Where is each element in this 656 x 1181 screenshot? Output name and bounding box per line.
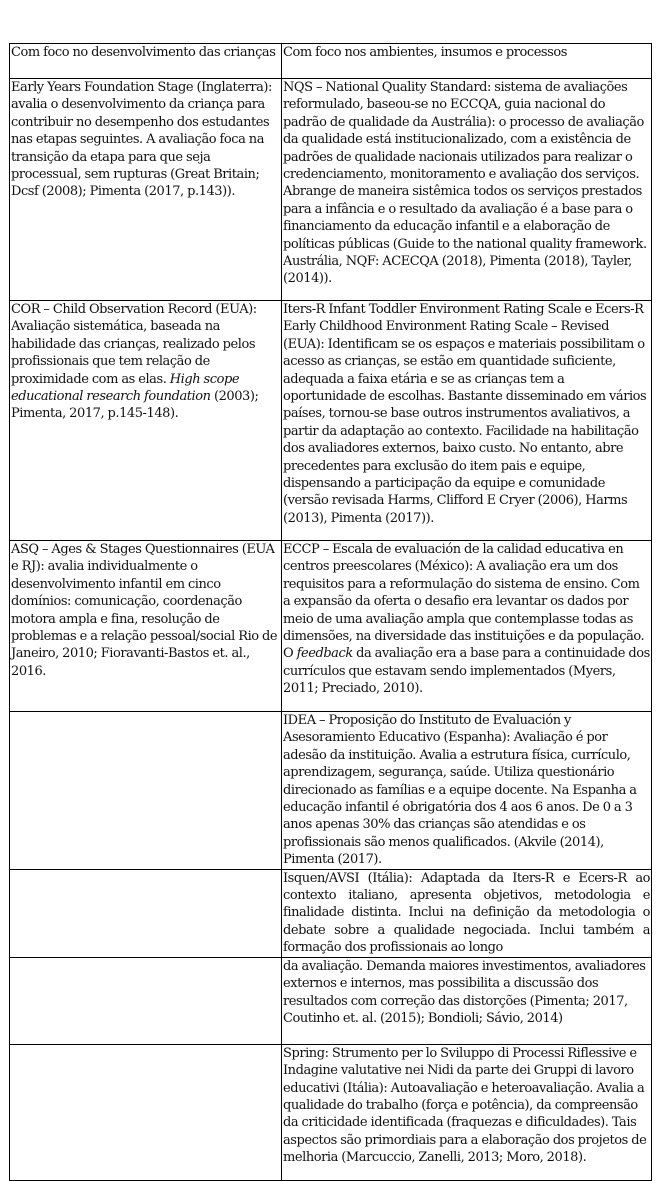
row-2-left-text-italic: High scope educational research foundation bbox=[11, 371, 240, 405]
row-6-right-cell bbox=[282, 957, 652, 1044]
table-row bbox=[10, 957, 652, 1044]
row-3-left-cell bbox=[10, 541, 282, 712]
row-2-left-text-b: (2003); Pimenta, 2017, p.145-148). bbox=[11, 389, 259, 422]
row-2-right-cell bbox=[282, 301, 652, 541]
row-2-left-cell bbox=[10, 301, 282, 541]
row-3-right-text-a: ECCP – Escala de evaluación de la calidad educativa en centros preescolares (México): A avaliação era um dos requisitos para a reformulação do sistema de ensino. Com a expansão da oferta o desafio era levantar os dados por meio de uma avaliação ampla que contemplasse todas as dimensões, na diversidade das instituições e da população. O bbox=[283, 542, 645, 662]
header-left-cell bbox=[10, 44, 282, 79]
row-5-right-text: Isquen/AVSI (Itália): Adaptada da Iters-R e Ecers-R ao contexto italiano, apresenta objetivos, metodologia e finalidade distinta. Inclui na definição da metodologia o debate sobre a qualidade negociada. Inclui também a formação dos profissionais ao longo bbox=[283, 870, 650, 956]
row-7-right-cell bbox=[282, 1044, 652, 1180]
row-1-right-text: NQS – National Quality Standard: sistema de avaliações reformulado, baseou-se no ECCQA, guia nacional do padrão de qualidade da Austrália): o processo de avaliação da qualidade está institucionalizado, com a existência de padrões de qualidade nacionais utilizados para realizar o credenciamento, monitoramento e avaliação dos serviços. Abrange de maneira sistêmica todos os serviços prestados para a infância e o resultado da avaliação é a base para o financiamento da educação infantil e a elaboração de políticas públicas (Guide to the national quality framework. Austrália, NQF: ACECQA (2018), Pimenta (2018), Tayler, (2014)). bbox=[283, 80, 647, 287]
row-2-left-text-a: COR – Child Observation Record (EUA): Avaliação sistemática, baseada na habilidade das crianças, realizado pelos profissionais que tem relação de proximidade com as elas. bbox=[11, 302, 257, 387]
table-header-row bbox=[10, 44, 652, 79]
row-1-right-cell bbox=[282, 79, 652, 301]
table-row bbox=[10, 301, 652, 541]
row-6-right-text: da avaliação. Demanda maiores investimentos, avaliadores externos e internos, mas possibilita a discussão dos resultados com correção das distorções (Pimenta; 2017, Coutinho et. al. (2015); Bondioli; Sávio, 2014) bbox=[283, 958, 646, 1026]
row-3-right-cell bbox=[282, 541, 652, 712]
table-row bbox=[10, 869, 652, 957]
row-5-right-cell bbox=[282, 869, 652, 957]
header-left-text: Com foco no desenvolvimento das crianças bbox=[11, 45, 276, 60]
table-row bbox=[10, 79, 652, 301]
header-right-cell bbox=[282, 44, 652, 79]
row-4-right-text: IDEA – Proposição do Instituto de Evaluación y Asesoramiento Educativo (Espanha): Avaliação é por adesão da instituição. Avalia a estrutura física, currículo, aprendizagem, segurança, saúde. Utiliza questionário direcionado as famílias e a equipe docente. Na Espanha a educação infantil é obrigatória dos 4 aos 6 anos. De 0 a 3 anos apenas 30% das crianças são atendidas e os profissionais são menos qualificados. (Akvile (2014), Pimenta (2017). bbox=[283, 713, 637, 868]
row-6-left-cell bbox=[10, 957, 282, 1044]
row-4-left-cell bbox=[10, 712, 282, 870]
row-7-left-cell bbox=[10, 1044, 282, 1180]
row-5-left-cell bbox=[10, 869, 282, 957]
table-row bbox=[10, 712, 652, 870]
header-right-text: Com foco nos ambientes, insumos e processos bbox=[283, 45, 567, 60]
comparison-table bbox=[9, 43, 652, 1181]
row-3-right-text-italic: feedback bbox=[296, 646, 353, 662]
row-1-left-cell bbox=[10, 79, 282, 301]
table-row bbox=[10, 1044, 652, 1180]
row-3-left-text: ASQ – Ages & Stages Questionnaires (EUA e RJ): avalia individualmente o desenvolvimento infantil em cinco domínios: comunicação, coordenação motora ampla e fina, resolução de problemas e a relação pessoal/social Rio de Janeiro, 2010; Fioravanti-Bastos et. al., 2016. bbox=[11, 542, 278, 679]
row-2-right-text: Iters-R Infant Toddler Environment Rating Scale e Ecers-R Early Childhood Environment Rating Scale – Revised (EUA): Identificam se os espaços e materiais possibilitam o acesso as crianças, se estão em quantidade suficiente, adequada a faixa etária e se as crianças tem a oportunidade de escolhas. Bastante disseminado em vários países, tornou-se base outros instrumentos avaliativos, a partir da adaptação ao contexto. Facilidade na habilitação dos avaliadores externos, baixo custo. No entanto, abre precedentes para exclusão do item pais e equipe, dispensando a participação da equipe e comunidade (versão revisada Harms, Clifford E Cryer (2006), Harms (2013), Pimenta (2017)). bbox=[283, 302, 647, 526]
row-4-right-cell bbox=[282, 712, 652, 870]
row-3-right-text-b: da avaliação era a base para a continuidade dos currículos que estavam sendo implementados (Myers, 2011; Preciado, 2010). bbox=[283, 646, 650, 697]
row-7-right-text: Spring: Strumento per lo Sviluppo di Processi Riflessive e Indagine valutative nei Nidi da parte dei Gruppi di lavoro educativi (Itália): Autoavaliação e heteroavaliação. Avalia a qualidade do trabalho (força e potência), da compreensão da criticidade identificada (fraquezas e dificuldades). Tais aspectos são primordiais para a elaboração dos projetos de melhoria (Marcuccio, Zanelli, 2013; Moro, 2018). bbox=[283, 1045, 647, 1166]
row-1-left-text: Early Years Foundation Stage (Inglaterra): avalia o desenvolvimento da criança para contribuir no desempenho dos estudantes nas etapas seguintes. A avaliação foca na transição da etapa para que seja processual, sem rupturas (Great Britain; Dcsf (2008); Pimenta (2017, p.143)). bbox=[11, 80, 272, 200]
table-row bbox=[10, 541, 652, 712]
